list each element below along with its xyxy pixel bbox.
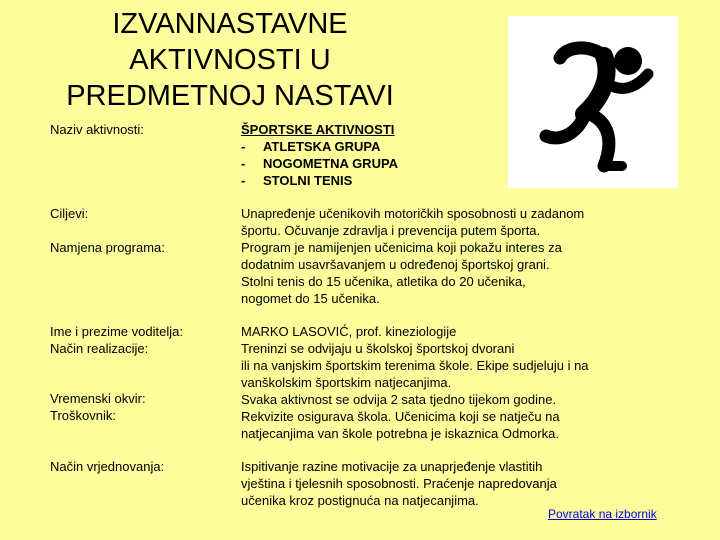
page-title xyxy=(30,6,430,114)
vrjednovanje-text: Ispitivanje razine motivacije za unaprjeđenje vlastitih vještina i tjelesnih sposobnosti. Praćenje napredovanja učenika kroz postignuća na natjecanjima. xyxy=(241,459,557,508)
label-voditelj: Ime i prezime voditelja: xyxy=(50,324,183,339)
list-item: - STOLNI TENIS xyxy=(241,173,353,188)
label-namjena: Namjena programa: xyxy=(50,240,165,255)
sports-logo xyxy=(508,16,678,188)
label-ciljevi: Ciljevi: xyxy=(50,206,89,221)
title-line: AKTIVNOSTI U xyxy=(129,44,331,76)
sports-list xyxy=(241,121,398,189)
label-nacin: Način realizacije: xyxy=(50,341,149,356)
label-vremenski: Vremenski okvir: xyxy=(50,391,146,406)
running-person-icon xyxy=(508,16,678,188)
realizacija-text: MARKO LASOVIĆ, prof. kineziologije Treninzi se odvijaju u školskoj športskoj dvorani ili na vanjskim športskim terenima škole. Ekipe sudjeluju i na vanškolskim športskim natjecanjima. Svaka aktivnost se odvija 2 sata tjedno tijekom godine. Rekvizite osigurava škola. Učenicima koji se natječu na natjecanjima van škole potrebna je iskaznica Odmorka. xyxy=(241,324,589,441)
label-troskovnik: Troškovnik: xyxy=(50,408,116,423)
list-item: - ATLETSKA GRUPA xyxy=(241,139,381,154)
title-line: IZVANNASTAVNE xyxy=(112,8,348,40)
back-to-menu-link[interactable]: Povratak na izbornik xyxy=(548,507,657,521)
title-line: PREDMETNOJ NASTAVI xyxy=(66,80,394,112)
sports-heading: ŠPORTSKE AKTIVNOSTI xyxy=(241,122,395,137)
list-item: - NOGOMETNA GRUPA xyxy=(241,156,399,171)
ciljevi-text: Unapređenje učenikovih motoričkih sposobnosti u zadanom športu. Očuvanje zdravlja i prevencija putem športa. Program je namijenjen učenicima koji pokažu interes za dodatnim usavršavanjem u određenoj športskoj grani. Stolni tenis do 15 učenika, atletika do 20 učenika, nogomet do 15 učenika. xyxy=(241,206,585,306)
label-vrjednovanje: Način vrjednovanja: xyxy=(50,459,165,474)
label-naziv: Naziv aktivnosti: xyxy=(50,122,144,137)
